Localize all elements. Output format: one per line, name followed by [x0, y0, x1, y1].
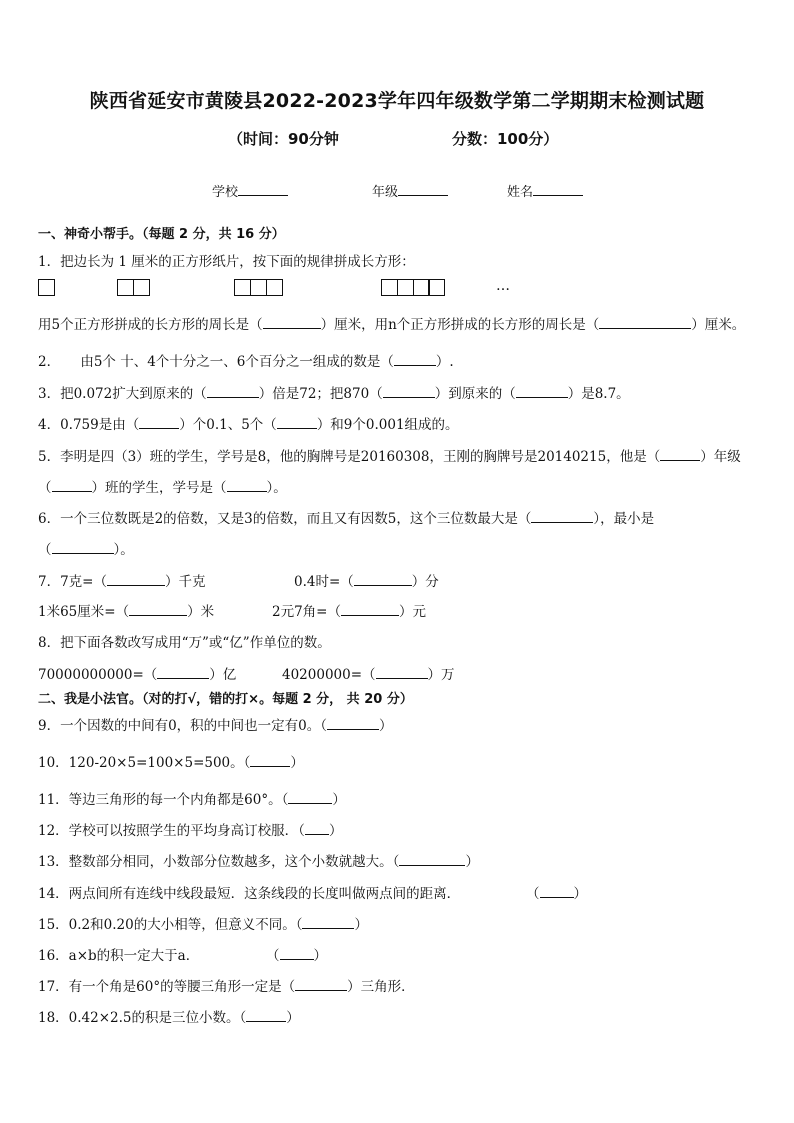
- question-16: 16．a×b的积一定大于a．: [38, 948, 200, 964]
- question-3: 3．把0.072扩大到原来的（ ）倍是72；把870（ ）到原来的（ ）是8.7。: [38, 386, 630, 402]
- answer-blank[interactable]: [157, 665, 209, 679]
- answer-blank[interactable]: [207, 384, 259, 398]
- answer-blank[interactable]: [263, 315, 321, 329]
- school-blank[interactable]: [238, 182, 288, 196]
- answer-blank[interactable]: [354, 572, 412, 586]
- question-17: 17．有一个角是60°的等腰三角形一定是（ ）三角形．: [38, 979, 415, 995]
- ellipsis: …: [496, 278, 510, 294]
- answer-blank[interactable]: [327, 716, 379, 730]
- question-7-b: 0.4时=（ ）分: [294, 574, 439, 590]
- question-5-cont: （ ）班的学生，学号是（ ）。: [38, 480, 287, 496]
- question-6-cont: （ ）。: [38, 542, 134, 558]
- answer-blank[interactable]: [531, 509, 593, 523]
- answer-blank[interactable]: [399, 852, 465, 866]
- name-field: [507, 181, 583, 200]
- school-label: 学校: [212, 185, 239, 200]
- answer-blank[interactable]: [139, 415, 179, 429]
- question-7-a: 7．7克=（ ）千克: [38, 574, 206, 590]
- question-1: 1．把边长为 1 厘米的正方形纸片，按下面的规律拼成长方形：: [38, 254, 415, 270]
- question-7-c: 1米65厘米=（ ）米: [38, 604, 215, 620]
- answer-blank[interactable]: [246, 1008, 286, 1022]
- square-pattern-4: [381, 279, 445, 296]
- answer-blank[interactable]: [295, 977, 347, 991]
- answer-blank[interactable]: [599, 315, 691, 329]
- question-2: 2． 由5个 十、4个十分之一、6个百分之一组成的数是（ ）.: [38, 354, 454, 370]
- square-pattern-2: [117, 279, 150, 296]
- answer-blank[interactable]: [277, 415, 317, 429]
- question-1-part-b: 用5个正方形拼成的长方形的周长是（ ）厘米，用n个正方形拼成的长方形的周长是（ ）厘米。: [38, 317, 746, 333]
- answer-blank[interactable]: [52, 478, 92, 492]
- answer-blank[interactable]: [516, 384, 568, 398]
- answer-blank[interactable]: [107, 572, 165, 586]
- question-13: 13．整数部分相同，小数部分位数越多，这个小数就越大。（ ）: [38, 854, 479, 870]
- answer-blank[interactable]: [52, 540, 114, 554]
- section-1-heading: 一、神奇小帮手。（每题 2 分，共 16 分）: [38, 227, 285, 242]
- section-2-heading: 二、我是小法官。（对的打√，错的打×。每题 2 分， 共 20 分）: [38, 692, 413, 707]
- time-label: （时间：90分钟: [228, 130, 339, 148]
- answer-blank[interactable]: [341, 602, 399, 616]
- square-pattern-3: [234, 279, 283, 296]
- answer-blank[interactable]: [660, 447, 700, 461]
- question-14-answer: （ ）: [526, 886, 587, 902]
- answer-blank[interactable]: [129, 602, 187, 616]
- answer-blank[interactable]: [540, 884, 574, 898]
- question-18: 18．0.42×2.5的积是三位小数。（ ）: [38, 1010, 300, 1026]
- question-8-b: 40200000=（ ）万: [282, 667, 455, 683]
- question-12: 12．学校可以按照学生的平均身高订校服．（ ）: [38, 823, 343, 839]
- grade-blank[interactable]: [398, 182, 448, 196]
- question-6: 6．一个三位数既是2的倍数，又是3的倍数，而且又有因数5，这个三位数最大是（ ），最小是: [38, 511, 655, 527]
- question-4: 4．0.759是由（ ）个0.1、5个（ ）和9个0.001组成的。: [38, 417, 459, 433]
- question-15: 15．0.2和0.20的大小相等，但意义不同。（ ）: [38, 917, 368, 933]
- question-5: 5．李明是四（3）班的学生，学号是8，他的胸牌号是20160308，王刚的胸牌号是20140215，他是（ ）年级: [38, 449, 741, 465]
- answer-blank[interactable]: [394, 352, 436, 366]
- answer-blank[interactable]: [250, 753, 290, 767]
- question-8-a: 70000000000=（ ）亿: [38, 667, 237, 683]
- answer-blank[interactable]: [288, 790, 332, 804]
- score-label: 分数：100分）: [452, 130, 559, 148]
- question-8: 8．把下面各数改写成用“万”或“亿”作单位的数。: [38, 635, 331, 651]
- question-7-d: 2元7角=（ ）元: [272, 604, 426, 620]
- answer-blank[interactable]: [280, 946, 314, 960]
- square-pattern-1: [38, 279, 55, 296]
- question-10: 10．120-20×5=100×5=500。（ ）: [38, 755, 304, 771]
- page-title: 陕西省延安市黄陵县2022-2023学年四年级数学第二学期期末检测试题: [89, 90, 705, 112]
- name-blank[interactable]: [533, 182, 583, 196]
- grade-field: [372, 181, 448, 200]
- question-16-answer: （ ）: [266, 948, 327, 964]
- answer-blank[interactable]: [383, 384, 435, 398]
- answer-blank[interactable]: [376, 665, 428, 679]
- school-field: [212, 181, 288, 200]
- question-14: 14．两点间所有连线中线段最短．这条线段的长度叫做两点间的距离．: [38, 886, 461, 902]
- question-11: 11．等边三角形的每一个内角都是60°。（ ）: [38, 792, 346, 808]
- name-label: 姓名: [507, 185, 534, 200]
- answer-blank[interactable]: [227, 478, 267, 492]
- grade-label: 年级: [372, 185, 399, 200]
- question-9: 9．一个因数的中间有0，积的中间也一定有0。（ ）: [38, 718, 393, 734]
- answer-blank[interactable]: [305, 821, 329, 835]
- answer-blank[interactable]: [302, 915, 354, 929]
